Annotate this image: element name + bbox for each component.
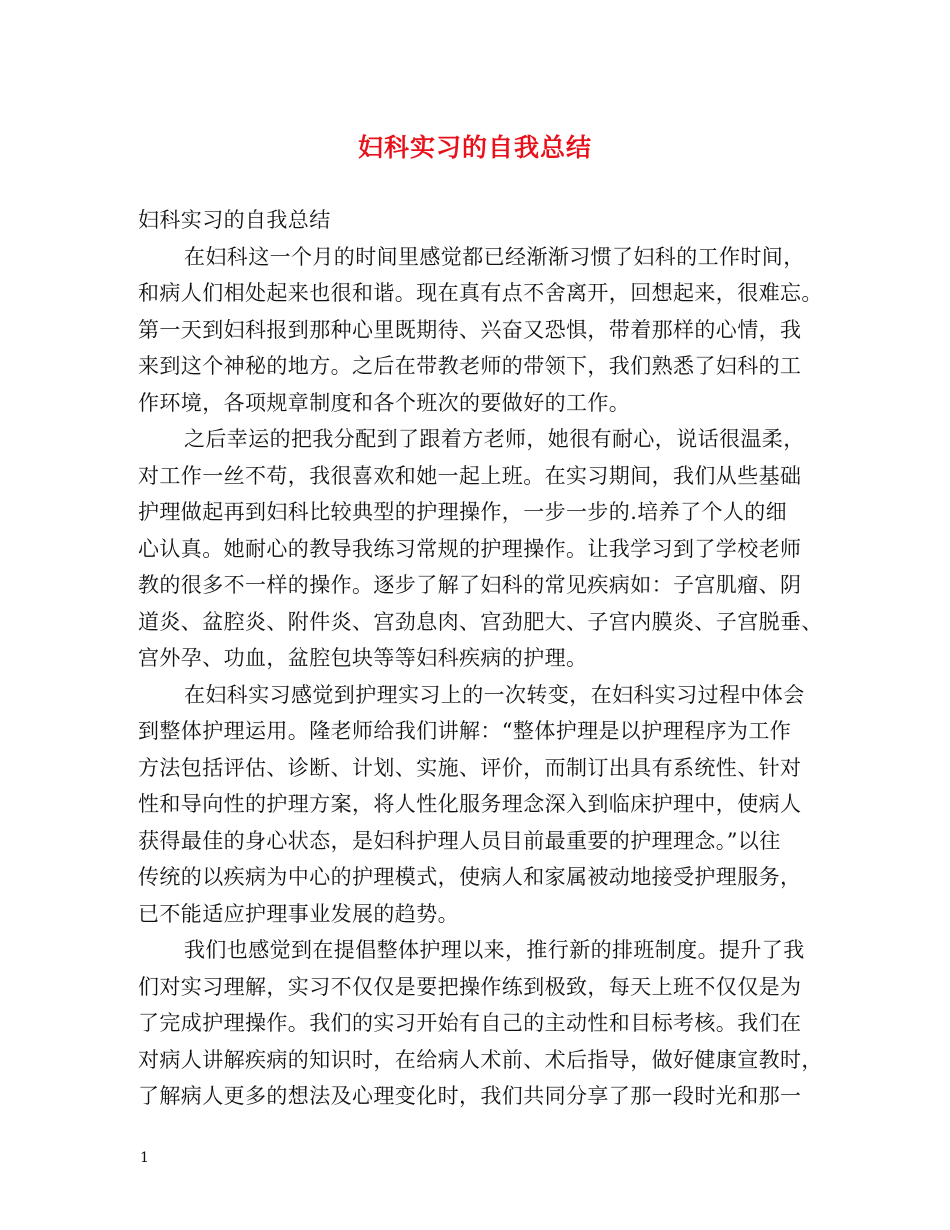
body-line: 们对实习理解，实习不仅仅是要把操作练到极致，每天上班不仅仅是为 [138, 974, 802, 999]
body-line: 对工作一丝不苟，我很喜欢和她一起上班。在实习期间，我们从些基础 [138, 463, 802, 488]
body-line: 道炎、盆腔炎、附件炎、宫劲息肉、宫劲肥大、子宫内膜炎、子宫脱垂、 [138, 609, 823, 634]
document-body [138, 202, 828, 1115]
body-line: 和病人们相处起来也很和谐。现在真有点不舍离开，回想起来，很难忘。 [138, 281, 823, 305]
body-line: 心认真。她耐心的教导我练习常规的护理操作。让我学习到了学校老师 [138, 536, 802, 561]
body-line: 第一天到妇科报到那种心里既期待、兴奋又恐惧，带着那样的心情，我 [138, 317, 802, 342]
body-line: 性和导向性的护理方案，将人性化服务理念深入到临床护理中，使病人 [138, 792, 802, 816]
document-title: 妇科实习的自我总结 [357, 133, 592, 162]
body-line: 宫外孕、功血，盆腔包块等等妇科疾病的护理。 [138, 646, 588, 670]
body-line: 之后幸运的把我分配到了跟着方老师，她很有耐心，说话很温柔， [184, 427, 805, 451]
body-line: 妇科实习的自我总结 [138, 208, 331, 232]
body-line: 护理做起再到妇科比较典型的护理操作，一步一步的.培养了个人的细 [138, 500, 788, 524]
body-line: 来到这个神秘的地方。之后在带教老师的带领下，我们熟悉了妇科的工 [138, 354, 802, 378]
body-line: 到整体护理运用。隆老师给我们讲解：“整体护理是以护理程序为工作 [138, 719, 792, 743]
body-line: 作环境，各项规章制度和各个班次的要做好的工作。 [138, 390, 631, 415]
body-line: 教的很多不一样的操作。逐步了解了妇科的常见疾病如：子宫肌瘤、阴 [138, 573, 802, 597]
body-line: 在妇科实习感觉到护理实习上的一次转变，在妇科实习过程中体会 [184, 682, 805, 707]
body-line: 获得最佳的身心状态，是妇科护理人员目前最重要的护理理念。”以往 [138, 828, 781, 853]
body-line: 了完成护理操作。我们的实习开始有自己的主动性和目标考核。我们在 [138, 1011, 802, 1035]
body-line: 已不能适应护理事业发展的趋势。 [138, 901, 459, 926]
body-line: 我们也感觉到在提倡整体护理以来，推行新的排班制度。提升了我 [184, 938, 805, 962]
body-line: 方法包括评估、诊断、计划、实施、评价，而制订出具有系统性、针对 [138, 755, 802, 780]
body-line: 对病人讲解疾病的知识时，在给病人术前、术后指导，做好健康宣教时， [138, 1047, 823, 1072]
body-line: 在妇科这一个月的时间里感觉都已经渐渐习惯了妇科的工作时间， [184, 244, 805, 269]
body-line: 了解病人更多的想法及心理变化时，我们共同分享了那一段时光和那一 [138, 1084, 802, 1108]
page-number: 1 [140, 1150, 149, 1166]
body-line: 传统的以疾病为中心的护理模式，使病人和家属被动地接受护理服务， [138, 865, 802, 889]
